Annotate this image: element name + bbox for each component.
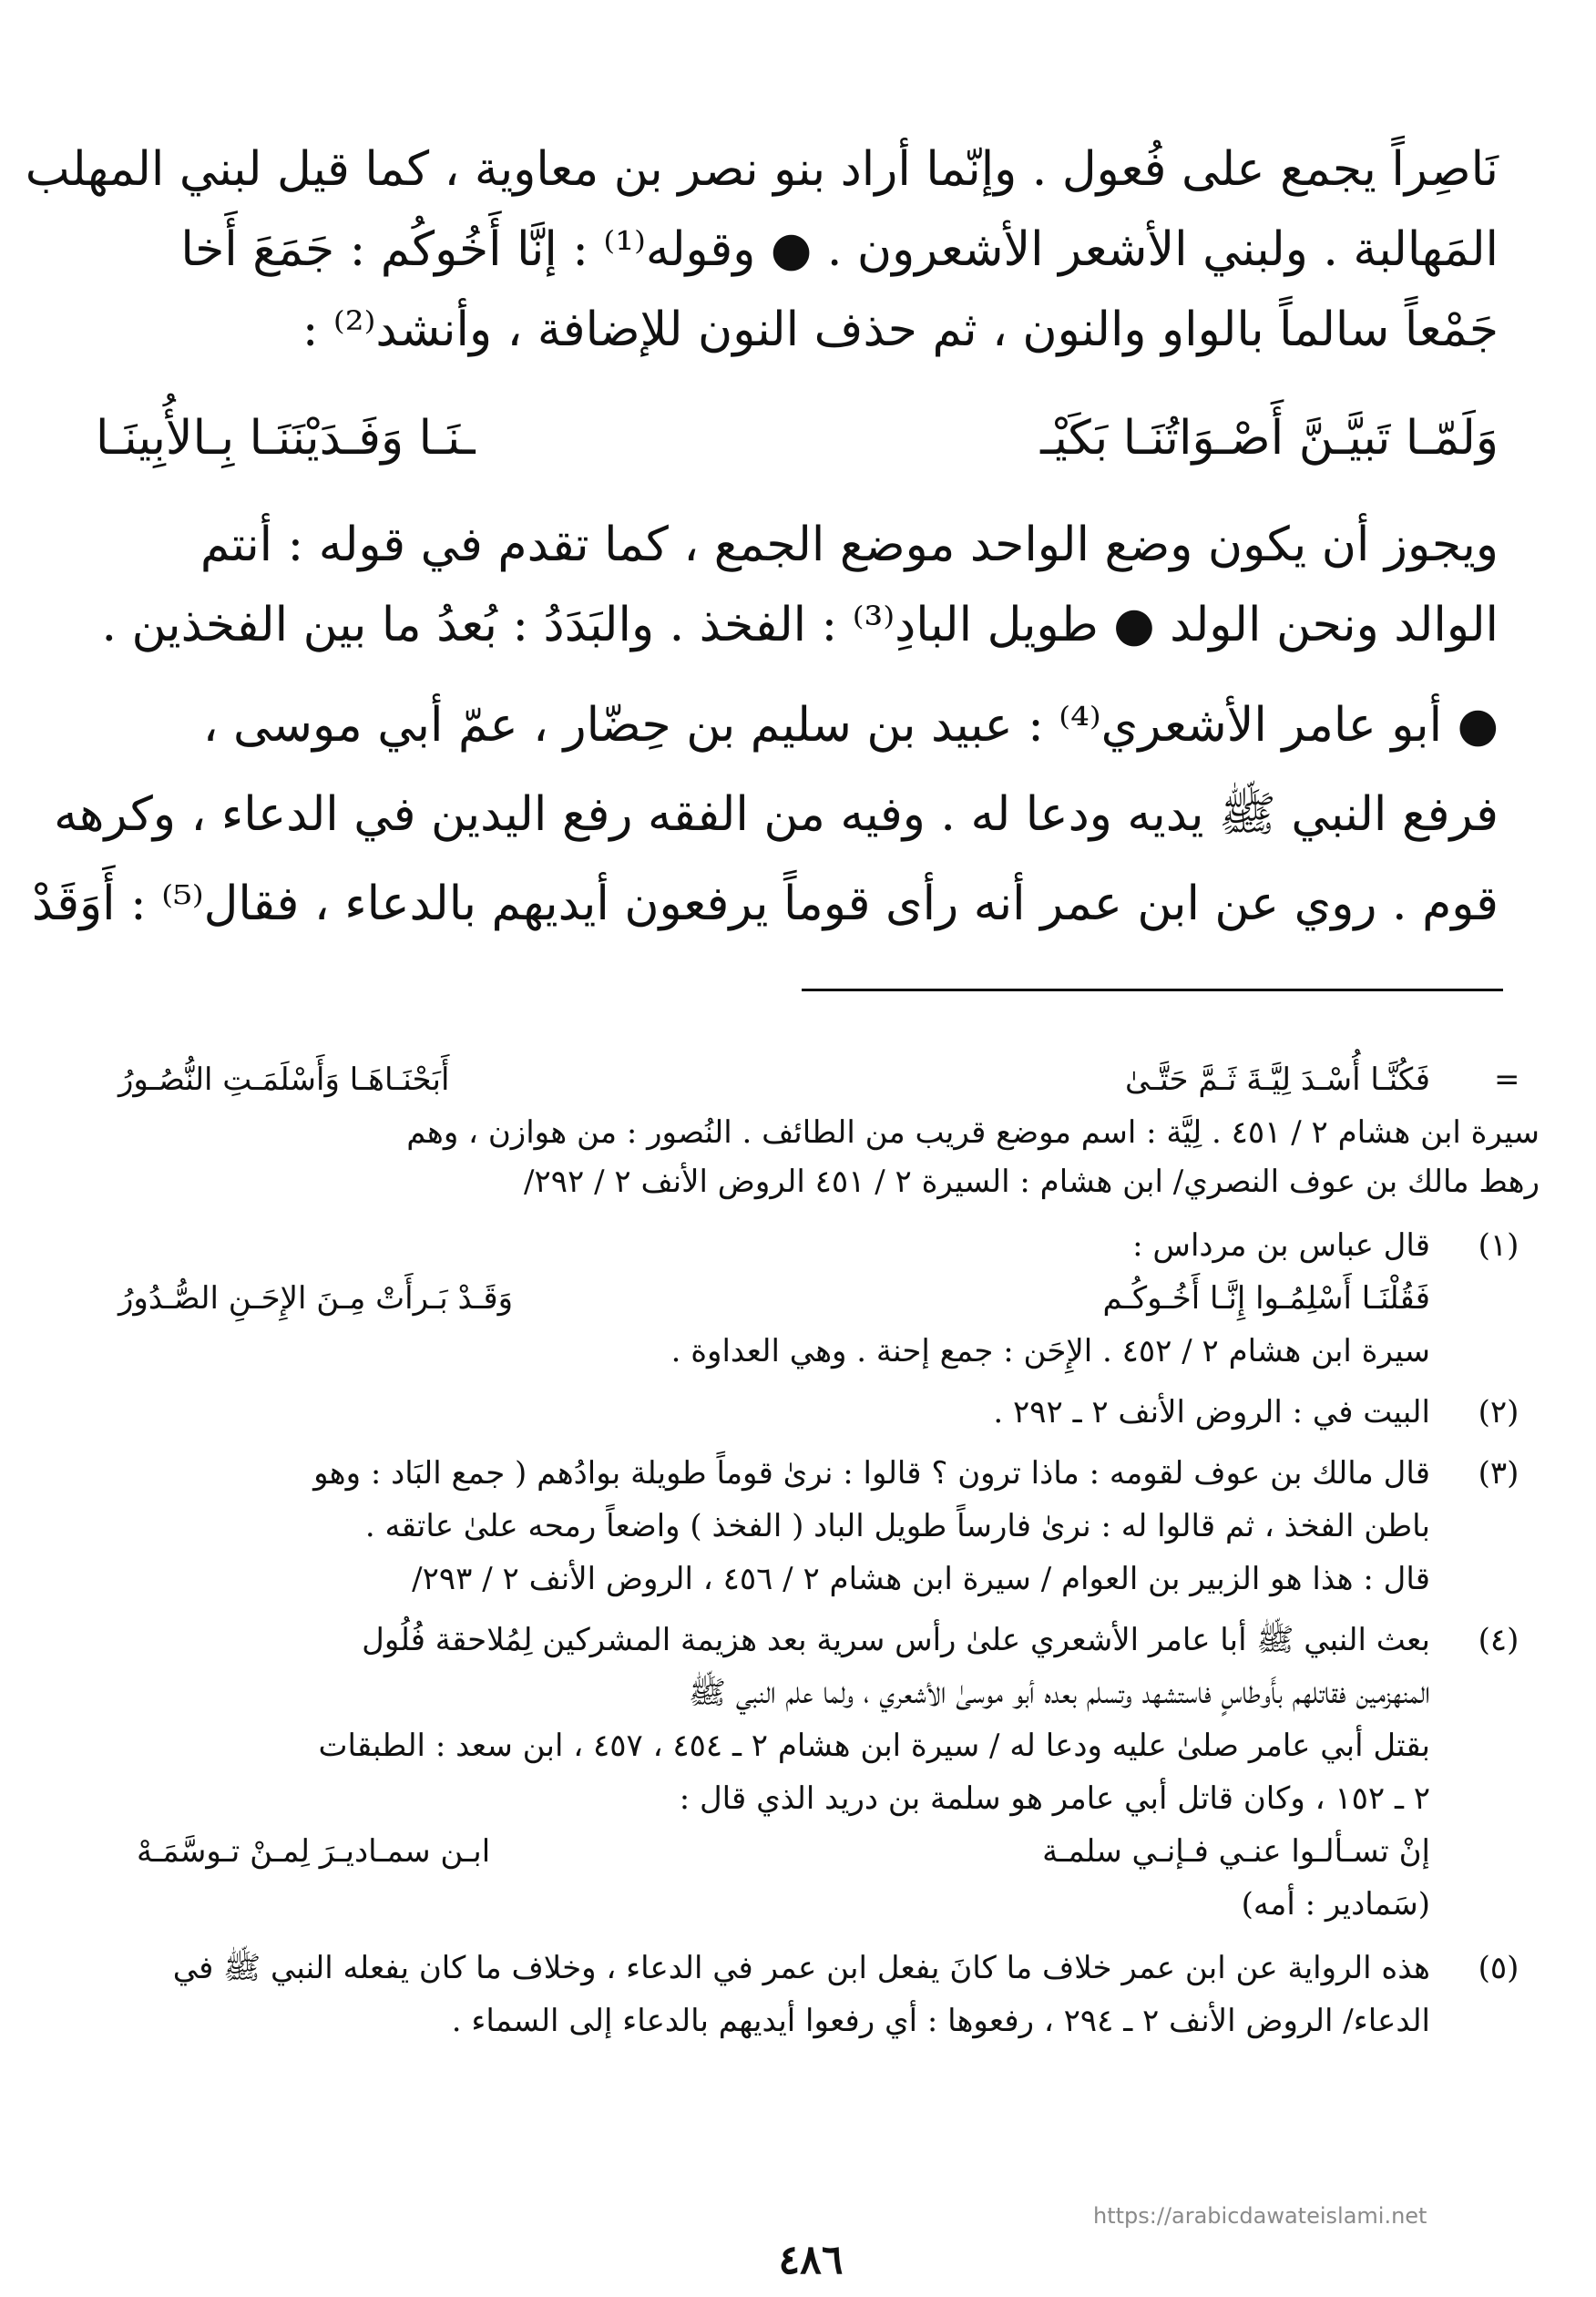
main-line-7: فرفع النبي ﷺ يديه ودعا له . وفيه من الفقه رفع اليدين في الدعاء ، وكرهه (54, 787, 1499, 842)
footnote-separator (802, 989, 1503, 991)
continuation-mark: = (1494, 1061, 1520, 1098)
main-line-5: الوالد ونحن الولد ● طويل البادِ⁽³⁾ : الفخذ . والبَدَدُ : بُعدُ ما بين الفخذين . (101, 598, 1499, 652)
footnote-3-line-2: باطن الفخذ ، ثم قالوا له : نرىٰ فارساً طويل الباد ( الفخذ ) واضعاً رمحه علىٰ عاتقه . (364, 1508, 1430, 1544)
footnote-4-line-2: المنهزمين فقاتلهم بأَوطاسٍ فاستشهد وتسلم بعده أبو موسىٰ الأشعري ، ولما علم النبي ﷺ (688, 1675, 1430, 1711)
footnote-4-line-last: (سَمادير : أمه) (1241, 1886, 1430, 1923)
footnote-cont-verse-first: فَكُنَّـا أُسْـدَ لِيَّـةَ ثَـمَّ حَتَّـىٰ (1124, 1061, 1430, 1098)
footnote-3-number: (٣) (1478, 1455, 1519, 1492)
footnote-5-line-2: الدعاء/ الروض الأنف ٢ ـ ٢٩٤ ، رفعوها : أي رفعوا أيديهم بالدعاء إلى السماء . (451, 2003, 1430, 2039)
footnote-4-line-3: بقتل أبي عامر صلىٰ عليه ودعا له / سيرة ابن هشام ٢ ـ ٤٥٤ ، ٤٥٧ ، ابن سعد : الطبقات (318, 1728, 1430, 1764)
footnote-5-line-1: هذه الرواية عن ابن عمر خلاف ما كانَ يفعل ابن عمر في الدعاء ، وخلاف ما كان يفعله النبي ﷺ في (172, 1950, 1430, 1986)
verse-second-hemistich: ـنَـا وَفَـدَيْنَنَـا بِـالأُبِينَـا (96, 411, 476, 466)
site-watermark: https://arabicdawateislami.net (1093, 2203, 1427, 2229)
main-line-2: المَهالبة . ولبني الأشعر الأشعرون . ● وقوله⁽¹⁾ : إنَّا أَخُوكُم : جَمَعَ أَخا (180, 222, 1499, 277)
footnote-cont-line-1: سيرة ابن هشام ٢ / ٤٥١ . لِيَّة : اسم موضع قريب من الطائف . النُصور : من هوازن ، وهم (406, 1114, 1540, 1151)
footnote-4-line-4: ٢ ـ ١٥٢ ، وكان قاتل أبي عامر هو سلمة بن دريد الذي قال : (679, 1780, 1430, 1817)
footnote-1-verse-second: وَقَـدْ بَـرأَتْ مِـنَ الإِحَـنِ الصُّـدُورُ (118, 1280, 514, 1317)
footnote-4-verse-first: إنْ تسـألـوا عنـي فـإنـي سلمـة (1042, 1833, 1430, 1870)
main-line-3: جَمْعاً سالماً بالواو والنون ، ثم حذف النون للإضافة ، وأنشد⁽²⁾ : (302, 303, 1499, 357)
footnote-1-number: (١) (1478, 1227, 1519, 1264)
footnote-2-line-1: البيت في : الروض الأنف ٢ ـ ٢٩٢ . (993, 1394, 1430, 1430)
footnote-cont-line-2: رهط مالك بن عوف النصري/ ابن هشام : السيرة ٢ / ٤٥١ الروض الأنف ٢ / ٢٩٢/ (524, 1164, 1540, 1200)
page-number: ٤٨٦ (778, 2237, 844, 2283)
main-line-1: نَاصِراً يجمع على فُعول . وإنّما أراد بنو نصر بن معاوية ، كما قيل لبني المهلب (25, 142, 1499, 197)
footnote-4-line-1: بعث النبي ﷺ أبا عامر الأشعري علىٰ رأس سرية بعد هزيمة المشركين لِمُلاحقة فُلُول (362, 1622, 1430, 1658)
main-line-6: ● أبو عامر الأشعري⁽⁴⁾ : عبيد بن سليم بن حِضّار ، عمّ أبي موسى ، (202, 698, 1499, 753)
verse-first-hemistich: وَلَمّـا تَبيَّـنَّ أَصْـوَاتُنَـا بَكَيْـ (1040, 411, 1499, 466)
footnote-1-line-1: قال عباس بن مرداس : (1132, 1227, 1430, 1264)
footnote-1-verse-first: فَقُلْنَـا أَسْلِمُـوا إِنَّـا أَخُـوكُـم (1102, 1280, 1430, 1317)
footnote-cont-verse-second: أَبَحْنَـاهَـا وَأَسْلَمَـتِ النُّصُـورُ (118, 1061, 450, 1098)
footnote-1-line-2: سيرة ابن هشام ٢ / ٤٥٢ . الإِحَن : جمع إحنة . وهي العداوة . (670, 1333, 1430, 1369)
footnote-3-line-3: قال : هذا هو الزبير بن العوام / سيرة ابن هشام ٢ / ٤٥٦ ، الروض الأنف ٢ / ٢٩٣/ (412, 1561, 1430, 1597)
footnote-4-number: (٤) (1478, 1622, 1519, 1658)
footnotes (91, 1057, 1540, 2205)
main-line-4: ويجوز أن يكون وضع الواحد موضع الجمع ، كما تقدم في قوله : أنتم (200, 518, 1499, 572)
footnote-4-verse-second: ابـن سمـاديـرَ لِمـنْ تـوسَّمَـهْ (137, 1833, 491, 1870)
main-line-8: قوم . روي عن ابن عمر أنه رأى قوماً يرفعون أيديهم بالدعاء ، فقال⁽⁵⁾ : أَوَقَدْ (31, 877, 1499, 931)
footnote-2-number: (٢) (1478, 1394, 1519, 1430)
footnote-5-number: (٥) (1478, 1950, 1519, 1986)
footnote-3-line-1: قال مالك بن عوف لقومه : ماذا ترون ؟ قالوا : نرىٰ قوماً طويلة بوادُهم ( جمع البَاد : وهو (313, 1455, 1430, 1492)
